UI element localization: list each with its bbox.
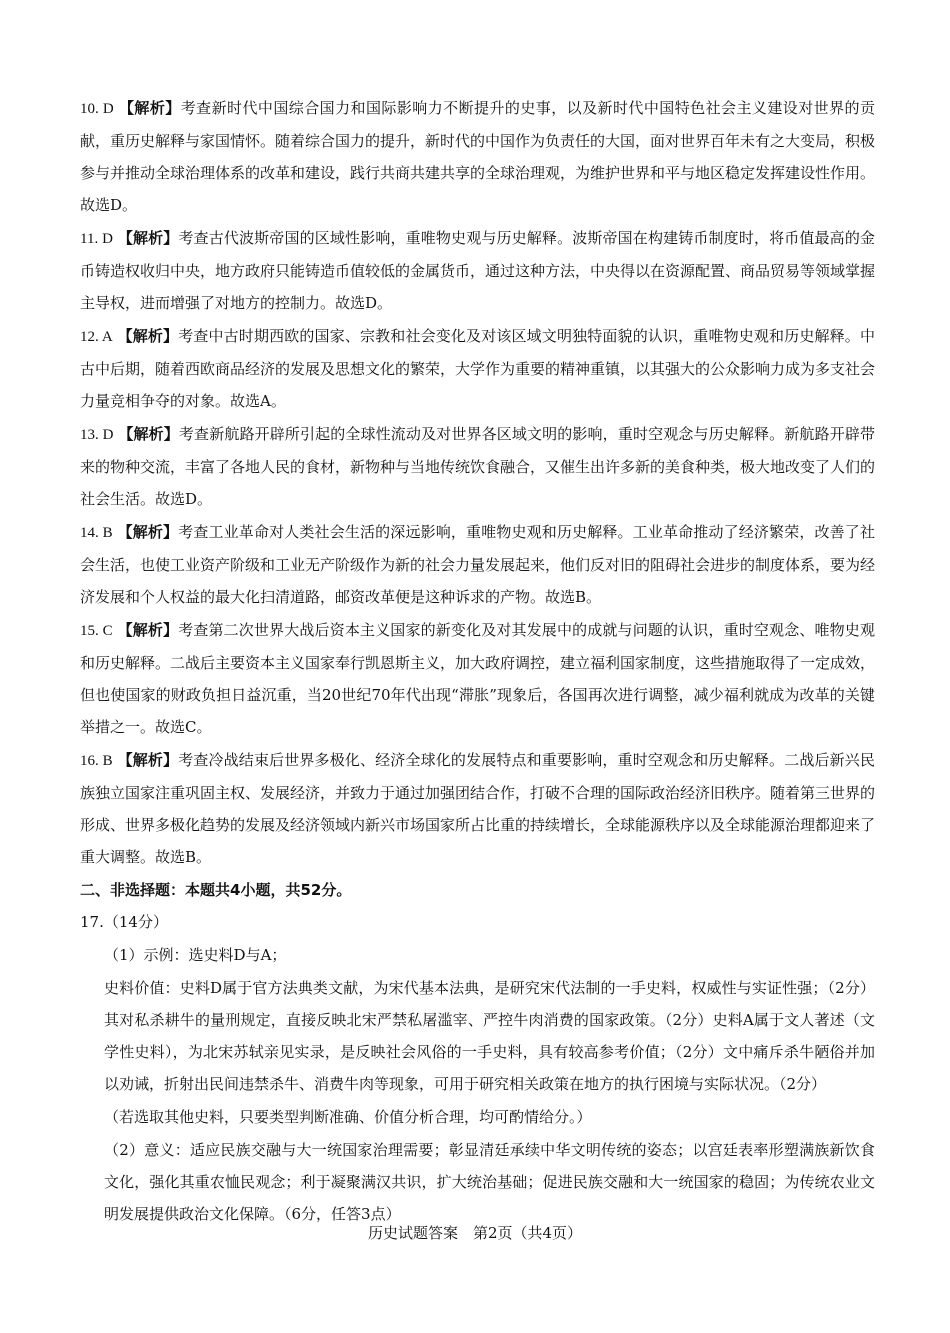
question-17-header: 17.（14分）	[80, 913, 168, 931]
answer-item-12	[80, 320, 875, 417]
question-17-note: （若选取其他史料，只要类型判断准确、价值分析合理，均可酌情给分。）	[104, 1108, 592, 1126]
answer-item-15	[80, 614, 875, 743]
analysis-tag: 【解析】	[117, 229, 179, 247]
answer-number: 13. D	[80, 427, 114, 443]
answer-number: 15. C	[80, 623, 113, 639]
analysis-tag: 【解析】	[117, 523, 179, 541]
answer-content	[80, 92, 875, 1231]
answer-text: 考查冷战结束后世界多极化、经济全球化的发展特点和重要影响，重时空观念和历史解释。二战后新兴民族独立国家注重巩固主权、发展经济，并致力于通过加强团结合作，打破不合理的国际政治经济旧秩序。随着第三世界的形成、世界多极化趋势的发展及经济领域内新兴市场国家所占比重的持续增长，全球能源秩序以及全球能源治理都迎来了重大调整。故选B。	[80, 751, 876, 866]
question-17-part2: （2）意义：适应民族交融与大一统国家治理需要；彰显清廷承续中华文明传统的姿态；以宫廷表率形塑满族新饮食文化，强化其重农恤民观念；利于凝聚满汉共识，扩大统治基础；促进民族交融和大一统国家的稳固；为传统农业文明发展提供政治文化保障。（6分，任答3点）	[104, 1141, 875, 1223]
answer-number: 10. D	[80, 101, 114, 117]
answer-text: 考查新航路开辟所引起的全球性流动及对世界各区域文明的影响，重时空观念与历史解释。新航路开辟带来的物种交流，丰富了各地人民的食材，新物种与当地传统饮食融合，又催生出许多新的美食种类，极大地改变了人们的社会生活。故选D。	[80, 425, 876, 508]
answer-text: 考查中古时期西欧的国家、宗教和社会变化及对该区域文明独特面貌的认识，重唯物史观和历史解释。中古中后期，随着西欧商品经济的发展及思想文化的繁荣，大学作为重要的精神重镇，以其强大的公众影响力成为多支社会力量竞相争夺的对象。故选A。	[80, 327, 876, 410]
answer-item-14	[80, 516, 875, 613]
analysis-tag: 【解析】	[118, 425, 179, 443]
analysis-tag: 【解析】	[117, 751, 179, 769]
question-17-source-value: 史料价值：史料D属于官方法典类文献，为宋代基本法典，是研究宋代法制的一手史料，权威性与实证性强；（2分）其对私杀耕牛的量刑规定，直接反映北宋严禁私屠滥宰、严控牛肉消费的国家政策。（2分）史料A属于文人著述（文学性史料），为北宋苏轼亲见实录，是反映社会风俗的一手史料，具有较高参考价值；（2分）文中痛斥杀牛陋俗并加以劝诫，折射出民间违禁杀牛、消费牛肉等现象，可用于研究相关政策在地方的执行困境与实际状况。（2分）	[104, 979, 875, 1093]
answer-text: 考查新时代中国综合国力和国际影响力不断提升的史事，以及新时代中国特色社会主义建设对世界的贡献，重历史解释与家国情怀。随着综合国力的提升，新时代的中国作为负责任的大国，面对世界百年未有之大变局，积极参与并推动全球治理体系的改革和建设，践行共商共建共享的全球治理观，为维护世界和平与地区稳定发挥建设性作用。故选D。	[80, 99, 876, 214]
answer-text: 考查第二次世界大战后资本主义国家的新变化及对其发展中的成就与问题的认识，重时空观念、唯物史观和历史解释。二战后主要资本主义国家奉行凯恩斯主义，加大政府调控，建立福利国家制度，这些措施取得了一定成效，但也使国家的财政负担日益沉重，当20世纪70年代出现“滞胀”现象后，各国再次进行调整，减少福利就成为改革的关键举措之一。故选C。	[80, 621, 876, 736]
answer-number: 11. D	[80, 231, 113, 247]
answer-text: 考查古代波斯帝国的区域性影响，重唯物史观与历史解释。波斯帝国在构建铸币制度时，将币值最高的金币铸造权收归中央，地方政府只能铸造币值较低的金属货币，通过这种方法，中央得以在资源配置、商品贸易等领域掌握主导权，进而增强了对地方的控制力。故选D。	[80, 229, 876, 312]
answer-item-16	[80, 744, 875, 873]
analysis-tag: 【解析】	[117, 621, 179, 639]
analysis-tag: 【解析】	[119, 99, 181, 117]
answer-item-11	[80, 222, 875, 319]
question-17-part1: （1）示例：选史料D与A；	[104, 946, 287, 964]
answer-item-10	[80, 92, 875, 221]
page-footer: 历史试题答案 第2页（共4页）	[367, 1224, 583, 1242]
answer-number: 12. A	[80, 329, 113, 345]
answer-number: 14. B	[80, 525, 113, 541]
answer-number: 16. B	[80, 753, 113, 769]
analysis-tag: 【解析】	[117, 327, 179, 345]
answer-text: 考查工业革命对人类社会生活的深远影响，重唯物史观和历史解释。工业革命推动了经济繁荣，改善了社会生活，也使工业资产阶级和工业无产阶级作为新的社会力量发展起来，他们反对旧的阻碍社会进步的制度体系，要为经济发展和个人权益的最大化扫清道路，邮资改革便是这种诉求的产物。故选B。	[80, 523, 876, 606]
answer-item-13	[80, 418, 875, 515]
section-heading: 二、非选择题：本题共4小题，共52分。	[80, 881, 352, 899]
